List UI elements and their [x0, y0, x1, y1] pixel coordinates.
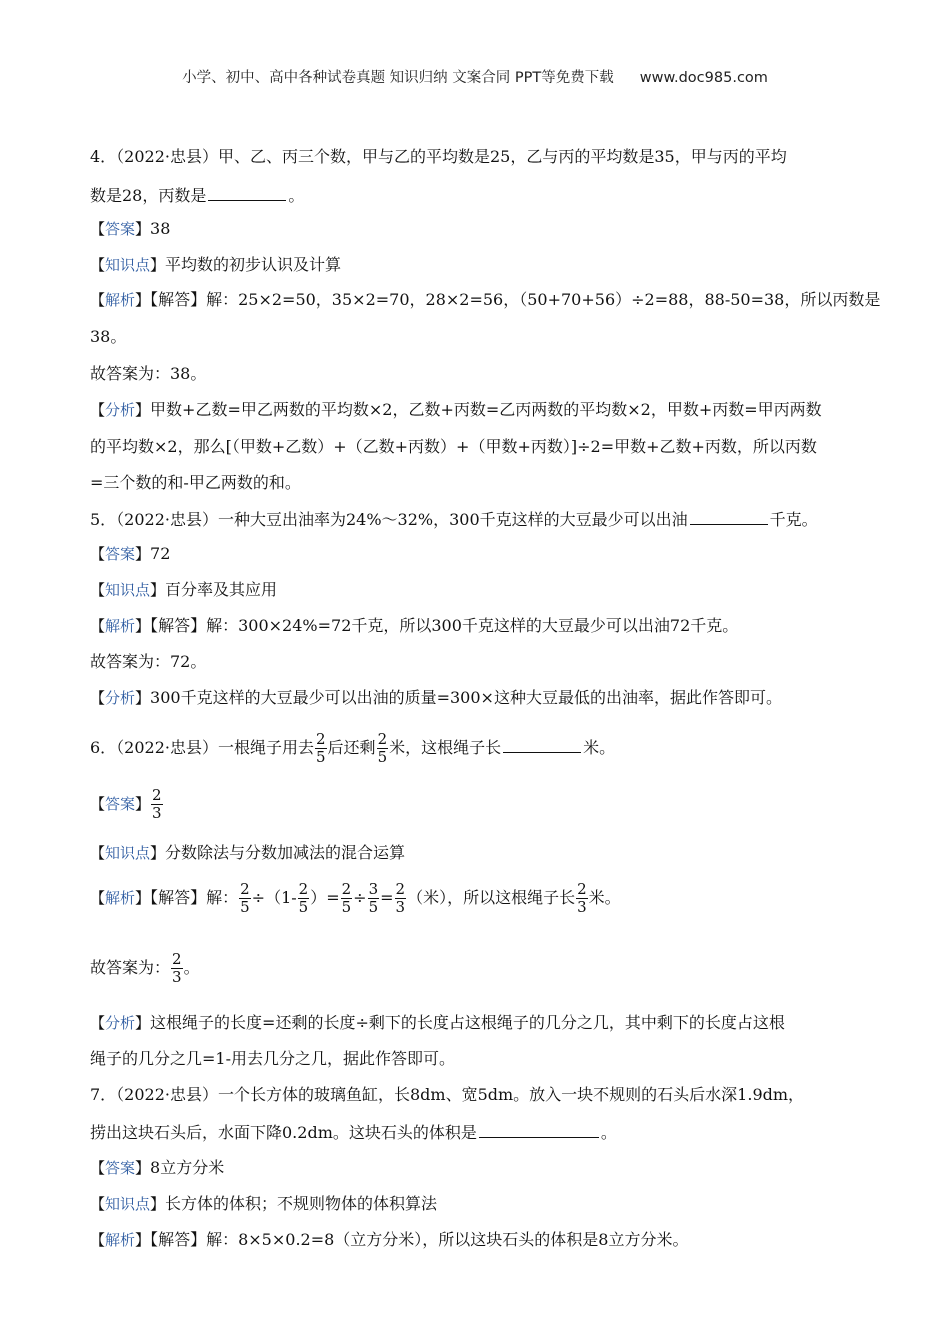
q4-analysis-line2: 38。 — [90, 327, 127, 346]
q4-fenxi-line2: 的平均数×2，那么[（甲数+乙数）+（乙数+丙数）+（甲数+丙数）]÷2=甲数+乙数+丙数，所以丙数 — [90, 437, 817, 456]
q5-answer: 【答案】72 — [90, 544, 171, 563]
fraction: $\frac{2}{3}$ — [152, 786, 162, 822]
answer-blank — [690, 508, 768, 525]
q7-stem-line2: 捞出这块石头后，水面下降0.2dm。这块石头的体积是 。 — [90, 1123, 617, 1142]
q7-answer: 【答案】8立方分米 — [90, 1158, 225, 1177]
header-url[interactable]: www.doc985.com — [639, 70, 768, 86]
fraction: $\frac{2}{3}$ — [577, 880, 587, 916]
q4-stem-line2: 数是28，丙数是 。 — [90, 186, 305, 205]
fraction: $\frac{2}{3}$ — [172, 950, 182, 986]
q6-answer: 【答案】 $\frac{2}{3}$ — [90, 786, 162, 822]
q4-stem-line1: 4．（2022·忠县）甲、乙、丙三个数，甲与乙的平均数是25，乙与丙的平均数是35，甲与丙的平均 — [90, 147, 787, 166]
q5-knowledge: 【知识点】百分率及其应用 — [90, 580, 278, 599]
q6-stem: 6．（2022·忠县）一根绳子用去 $\frac{2}{5}$ 后还剩 $\frac{2}{5}$ 米，这根绳子长 米。 — [90, 730, 616, 766]
fraction: $\frac{2}{3}$ — [395, 880, 406, 916]
q5-analysis: 【解析】【解答】解：300×24%=72千克，所以300千克这样的大豆最少可以出油72千克。 — [90, 616, 739, 635]
fraction: $\frac{2}{5}$ — [298, 880, 309, 916]
answer-blank — [503, 736, 581, 753]
fraction: $\frac{3}{5}$ — [368, 880, 379, 916]
q5-final: 故答案为：72。 — [90, 652, 207, 671]
q4-fenxi-line3: =三个数的和-甲乙两数的和。 — [90, 473, 301, 492]
q6-analysis: 【解析】【解答】解： $\frac{2}{5}$ ÷（1- $\frac{2}{5}$ ）= $\frac{2}{5}$ ÷ $\frac{3}{5}$ = $\frac{2}{3}$ （米），所以这根绳子长 $\frac{2}{3}$ 米。 — [90, 880, 621, 916]
answer-blank — [208, 184, 286, 201]
header-text: 小学、初中、高中各种试卷真题 知识归纳 文案合同 PPT等免费下载 — [182, 70, 614, 86]
answer-blank — [479, 1121, 599, 1138]
fraction: $\frac{2}{5}$ — [240, 880, 250, 916]
q4-analysis-line1: 【解析】【解答】解：25×2=50，35×2=70，28×2=56，（50+70+56）÷2=88，88-50=38，所以丙数是 — [90, 290, 881, 309]
q4-knowledge: 【知识点】平均数的初步认识及计算 — [90, 255, 342, 274]
q6-final: 故答案为： $\frac{2}{3}$ 。 — [90, 950, 200, 986]
q4-final: 故答案为：38。 — [90, 364, 207, 383]
q6-fenxi-line2: 绳子的几分之几=1-用去几分之几，据此作答即可。 — [90, 1049, 455, 1068]
fraction: $\frac{2}{5}$ — [341, 880, 352, 916]
q4-answer: 【答案】38 — [90, 219, 171, 238]
q7-analysis: 【解析】【解答】解：8×5×0.2=8（立方分米），所以这块石头的体积是8立方分米。 — [90, 1230, 689, 1249]
q6-knowledge: 【知识点】分数除法与分数加减法的混合运算 — [90, 843, 406, 862]
fraction: $\frac{2}{5}$ — [316, 730, 326, 766]
page-header — [0, 66, 950, 87]
q5-stem: 5．（2022·忠县）一种大豆出油率为24%～32%，300千克这样的大豆最少可以出油 千克。 — [90, 510, 818, 529]
q4-fenxi-line1: 【分析】甲数+乙数=甲乙两数的平均数×2，乙数+丙数=乙丙两数的平均数×2，甲数+丙数=甲丙两数 — [90, 400, 822, 419]
q7-knowledge: 【知识点】长方体的体积；不规则物体的体积算法 — [90, 1194, 438, 1213]
fraction: $\frac{2}{5}$ — [377, 730, 388, 766]
q7-stem-line1: 7．（2022·忠县）一个长方体的玻璃鱼缸，长8dm、宽5dm。放入一块不规则的石头后水深1.9dm， — [90, 1085, 805, 1104]
q5-fenxi: 【分析】300千克这样的大豆最少可以出油的质量=300×这种大豆最低的出油率，据此作答即可。 — [90, 688, 782, 707]
q6-fenxi-line1: 【分析】这根绳子的长度=还剩的长度÷剩下的长度占这根绳子的几分之几，其中剩下的长度占这根 — [90, 1013, 785, 1032]
